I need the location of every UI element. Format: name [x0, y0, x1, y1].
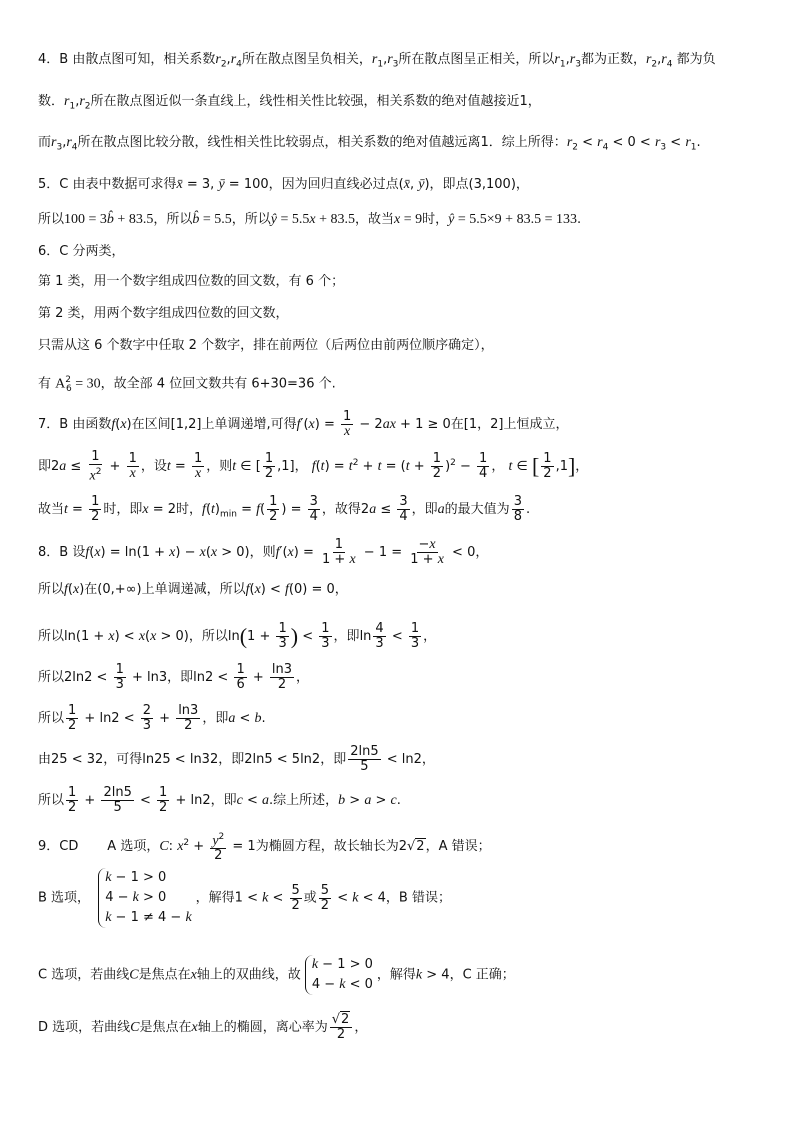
q5-line-2: 所以100 = 3b̂ + 83.5，所以b̂ = 5.5，所以ŷ = 5.5x + 83.5，故当x = 9时，ŷ = 5.5×9 + 83.5 = 133.	[38, 212, 582, 227]
q6-line-4: 只需从这 6 个数字中任取 2 个数字，排在前两位（后两位由前两位顺序确定），	[38, 338, 494, 353]
q8-line-3: 所以ln(1 + x) < x(x > 0)，所以ln(1 + $\frac{1}{3}$ ) < $\frac{1}{3}$ ，即ln $\frac{4}{3}$ < $\frac{1}{3}$ ，	[38, 621, 437, 651]
q8-line-5: 所以 $\frac{1}{2}$ + ln2 < $\frac{2}{3}$ + $\frac{\ln 3}{2}$ ，即a < b.	[38, 703, 266, 733]
q9-b-system: k − 1 > 0 4 − k > 0 k − 1 ≠ 4 − k	[98, 868, 191, 928]
q6-line-2: 第 1 类，用一个数字组成四位数的回文数，有 6 个；	[38, 274, 345, 289]
q8-line-2: 所以f(x)在(0,+∞)上单调递减，所以f(x) < f(0) = 0，	[38, 582, 348, 597]
q8-line-4: 所以2ln2 < $\frac{1}{3}$ + ln3，即ln2 < $\frac{1}{6}$ + $\frac{\ln 3}{2}$ ，	[38, 662, 310, 692]
q4-line-2: 数．$r_1,r_2$所在散点图近似一条直线上，线性相关性比较强，相关系数的绝对值越接近1，	[38, 94, 541, 112]
q4-line-3: 而$r_3,r_4$所在散点图比较分散，线性相关性比较弱点，相关系数的绝对值越远离1．综上所得：$r_2 < r_4 < 0 < r_3 < r_1$.	[38, 135, 701, 153]
q7-line-3: 故当t = $\frac{1}{2}$ 时，即x = 2时，$f(t)_{min} = f$( $\frac{1}{2}$ ) = $\frac{3}{4}$ ，故得2a ≤ $\frac{3}{4}$ ，即a的最大值为 $\frac{3}{8}$ .	[38, 494, 531, 524]
q6-line-1: 6．C 分两类，	[38, 244, 125, 259]
q6-line-5: 有 $A^2_6 = 30$，故全部 4 位回文数共有 6+30=36 个.	[38, 375, 336, 394]
q8-line-6: 由25 < 32，可得ln25 < ln32，即2ln5 < 5ln2，即 $\frac{2\ln 5}{5}$ < ln2，	[38, 744, 435, 774]
q9-line-c: C 选项，若曲线C是焦点在x轴上的双曲线，故k − 1 > 0 4 − k < 0，解得k > 4，C 正确；	[38, 955, 515, 995]
q6-line-3: 第 2 类，用两个数字组成四位数的回文数，	[38, 306, 289, 321]
q4-line-1: 4．B 由散点图可知，相关系数$r_2,r_4$所在散点图呈负相关，$r_1,r_3$所在散点图呈正相关，所以$r_1,r_3$都为正数，$r_2,r_4$ 都为负	[38, 52, 716, 70]
q9-line-d: D 选项，若曲线C是焦点在x轴上的椭圆，离心率为 $\frac{√2}{2}$ ，	[38, 1012, 368, 1042]
q9-line-b: B 选项， k − 1 > 0 4 − k > 0 k − 1 ≠ 4 − k，解得1 < k < $\frac{5}{2}$ 或 $\frac{5}{2}$ < k < 4，B 错误；	[38, 868, 451, 928]
q8-line-7: 所以 $\frac{1}{2}$ + $\frac{2\ln 5}{5}$ < $\frac{1}{2}$ + ln2，即c < a.综上所述，b > a > c.	[38, 785, 401, 815]
q8-line-1: 8．B 设f(x) = ln(1 + x) − x(x > 0)，则f′(x) = $\frac{1}{1 + x}$ − 1 = $\frac{-x}{1 + x}$ < 0，	[38, 537, 489, 567]
q7-line-2: 即2a ≤ $\frac{1}{x^2}$ + $\frac{1}{x}$ ，设t = $\frac{1}{x}$ ，则t ∈ [ $\frac{1}{2}$ ,1]， $f(t) = t^2 + t = (t$ + $\frac{1}{2}$ )$^2$ − $\frac{1}{4}$ ， t ∈ [ $\frac{1}{2}$ ,1]，	[38, 449, 589, 484]
q7-line-1: 7．B 由函数f(x)在区间[1,2]上单调递增,可得f′(x) = $\frac{1}{x}$ − 2ax + 1 ≥ 0在[1，2]上恒成立，	[38, 409, 569, 439]
q5-line-1: 5．C 由表中数据可求得x̄ = 3, ȳ = 100，因为回归直线必过点(x̄, ȳ)，即点(3,100)，	[38, 177, 529, 192]
q9-line-a: 9．CD A 选项，C: $x^2$ + $\frac{y^2}{2}$ = 1为椭圆方程，故长轴长为2√2，A 错误；	[38, 832, 491, 864]
q9-c-system: k − 1 > 0 4 − k < 0	[305, 955, 373, 995]
